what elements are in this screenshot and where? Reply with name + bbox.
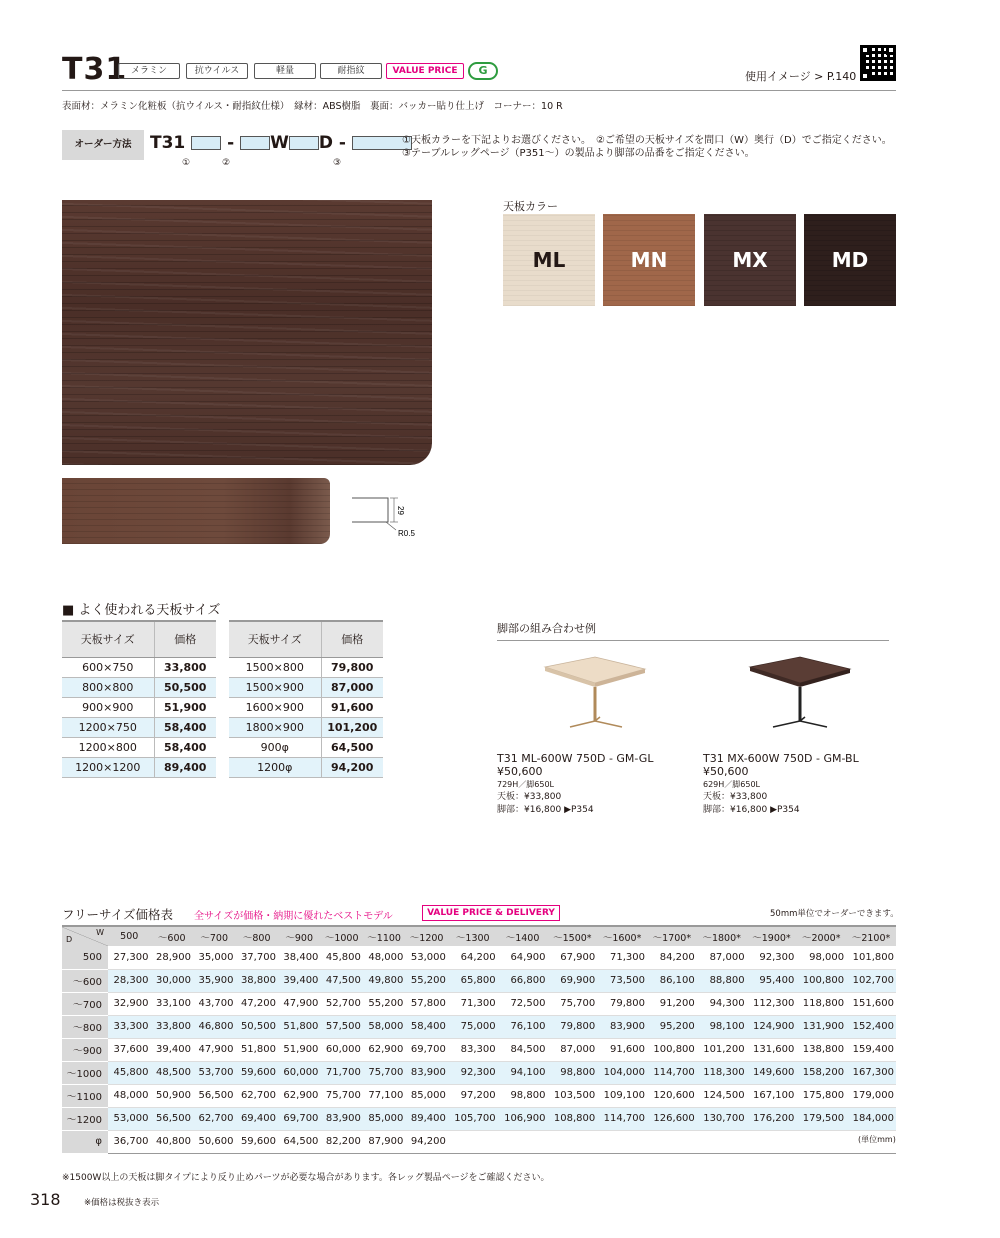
price-cell: 39,400 (150, 1038, 192, 1061)
table-mx-illustration (745, 655, 855, 735)
price-cell (597, 1130, 647, 1153)
price-cell: 102,700 (846, 969, 896, 992)
price-cell: 60,000 (278, 1061, 320, 1084)
price-cell: 69,400 (235, 1107, 277, 1130)
swatch-md[interactable]: MD (804, 214, 896, 306)
price-cell: 100,800 (796, 969, 846, 992)
table-row (229, 737, 383, 757)
price-cell: 56,500 (193, 1084, 235, 1107)
price-cell: 69,700 (405, 1038, 447, 1061)
width-column-header: ～600 (150, 926, 192, 946)
table-row (62, 757, 216, 777)
price-cell: 62,700 (193, 1107, 235, 1130)
price-cell: 87,000 (547, 1038, 597, 1061)
price-cell: 67,900 (547, 946, 597, 969)
price-cell: 53,000 (405, 946, 447, 969)
price-cell: 66,800 (498, 969, 548, 992)
price-cell: 79,800 (547, 1015, 597, 1038)
price-cell: 184,000 (846, 1107, 896, 1130)
price-cell: 59,600 (235, 1130, 277, 1153)
tag-melamine: メラミン (118, 63, 180, 79)
price-cell: 176,200 (747, 1107, 797, 1130)
leg-examples-divider (497, 640, 889, 641)
col-size: 天板サイズ (229, 621, 321, 657)
price-cell: 38,400 (278, 946, 320, 969)
g-mark-icon: G (468, 62, 498, 80)
price-cell: 47,200 (235, 992, 277, 1015)
leg-example-2 (703, 752, 859, 817)
product-model: T31 (62, 52, 128, 87)
price-cell: 179,000 (846, 1084, 896, 1107)
width-column-header: ～1300 (448, 926, 498, 946)
price-cell: 69,900 (547, 969, 597, 992)
common-sizes-table-right (229, 620, 383, 778)
depth-row-header: 500 (62, 946, 108, 969)
free-size-title: フリーサイズ価格表 (62, 907, 174, 922)
width-column-header: ～1100 (363, 926, 405, 946)
price-cell: 56,500 (150, 1107, 192, 1130)
width-column-header: ～1700* (647, 926, 697, 946)
price-cell: 158,200 (796, 1061, 846, 1084)
price-cell: 27,300 (108, 946, 150, 969)
price-cell: 38,800 (235, 969, 277, 992)
price-cell: 114,700 (647, 1061, 697, 1084)
price-cell: 112,300 (747, 992, 797, 1015)
slot-color (191, 136, 221, 150)
common-sizes-table-left (62, 620, 216, 778)
order-note-2: ③テーブルレッグページ（P351～）の製品より脚部の品番をご指定ください。 (402, 148, 755, 159)
depth-row-header: ～600 (62, 969, 108, 992)
table-row (62, 697, 216, 717)
size-cell: 1200×800 (62, 737, 154, 757)
corner-w-label: W (96, 928, 104, 937)
price-cell: 58,400 (405, 1015, 447, 1038)
price-cell (498, 1130, 548, 1153)
width-column-header: ～1800* (697, 926, 747, 946)
price-cell: 75,700 (320, 1084, 362, 1107)
price-table-header (62, 926, 896, 946)
table-row (62, 737, 216, 757)
price-cell: 45,800 (320, 946, 362, 969)
price-cell: 77,100 (363, 1084, 405, 1107)
price-cell: 33,300 (108, 1015, 150, 1038)
free-size-price-table (62, 925, 896, 1154)
price-cell: 85,000 (405, 1084, 447, 1107)
edge-image (62, 478, 330, 544)
table-row (62, 969, 896, 992)
table-row (62, 657, 216, 677)
price-cell: 69,700 (278, 1107, 320, 1130)
tag-fingerprint: 耐指紋 (320, 63, 382, 79)
table-row (229, 757, 383, 777)
col-price: 価格 (154, 621, 216, 657)
price-cell: 101,200 (321, 717, 383, 737)
price-cell: 106,900 (498, 1107, 548, 1130)
price-cell: 152,400 (846, 1015, 896, 1038)
price-cell: 48,000 (363, 946, 405, 969)
price-cell: 94,200 (405, 1130, 447, 1153)
price-cell: 94,100 (498, 1061, 548, 1084)
example-top-price: 天板：¥33,800 (497, 792, 562, 802)
order-sep: - (338, 133, 346, 153)
price-cell: 98,000 (796, 946, 846, 969)
price-cell: 89,400 (405, 1107, 447, 1130)
price-cell: 87,000 (321, 677, 383, 697)
slot-width (240, 136, 270, 150)
price-cell: 33,100 (150, 992, 192, 1015)
price-cell: 98,800 (547, 1061, 597, 1084)
price-cell: 84,200 (647, 946, 697, 969)
price-cell: 52,700 (320, 992, 362, 1015)
size-cell: 900×900 (62, 697, 154, 717)
price-cell: 64,500 (321, 737, 383, 757)
price-cell: 87,900 (363, 1130, 405, 1153)
unit-note: (単位mm) (858, 1135, 896, 1144)
table-row (62, 1038, 896, 1061)
price-cell: 50,500 (235, 1015, 277, 1038)
price-cell: 91,200 (647, 992, 697, 1015)
price-cell: 124,900 (747, 1015, 797, 1038)
size-cell: 1500×800 (229, 657, 321, 677)
price-cell: 118,300 (697, 1061, 747, 1084)
price-cell: 28,900 (150, 946, 192, 969)
price-cell: 47,900 (193, 1038, 235, 1061)
swatch-mn[interactable]: MN (603, 214, 695, 306)
price-cell: 48,000 (108, 1084, 150, 1107)
use-image-link[interactable]: 使用イメージ > P.140 (745, 70, 857, 83)
order-code (150, 133, 412, 153)
table-row (62, 992, 896, 1015)
price-cell: 75,700 (363, 1061, 405, 1084)
price-cell: 82,200 (320, 1130, 362, 1153)
example-price: ¥50,600 (703, 765, 749, 778)
swatch-mx[interactable]: MX (704, 214, 796, 306)
price-cell: 58,000 (363, 1015, 405, 1038)
order-method-label: オーダー方法 (62, 130, 144, 160)
price-cell: 94,200 (321, 757, 383, 777)
price-cell: 114,700 (597, 1107, 647, 1130)
price-cell: 124,500 (697, 1084, 747, 1107)
size-cell: 800×800 (62, 677, 154, 697)
price-cell: 60,000 (320, 1038, 362, 1061)
example-name: T31 MX-600W 750D - GM-BL (703, 752, 859, 765)
price-cell: 32,900 (108, 992, 150, 1015)
corner-d-label: D (66, 935, 73, 944)
price-cell: 35,000 (193, 946, 235, 969)
price-cell: 37,600 (108, 1038, 150, 1061)
header-divider (62, 90, 896, 91)
edge-height-label: 29 (396, 506, 405, 515)
price-cell: 138,800 (796, 1038, 846, 1061)
width-column-header: ～1900* (747, 926, 797, 946)
price-cell: 53,000 (108, 1107, 150, 1130)
value-price-badge: VALUE PRICE (386, 63, 464, 79)
common-sizes-title: ■ よく使われる天板サイズ (62, 603, 221, 618)
price-cell: 85,000 (363, 1107, 405, 1130)
price-cell: 55,200 (363, 992, 405, 1015)
order-unit-note: 50mm単位でオーダーできます。 (770, 909, 899, 919)
size-cell: 1200×750 (62, 717, 154, 737)
depth-row-header: ～1000 (62, 1061, 108, 1084)
price-cell: 88,800 (697, 969, 747, 992)
price-cell: 64,900 (498, 946, 548, 969)
example-name: T31 ML-600W 750D - GM-GL (497, 752, 654, 765)
tabletop-image (62, 200, 432, 465)
leg-example-1 (497, 752, 653, 817)
price-cell: 72,500 (498, 992, 548, 1015)
width-column-header: ～1500* (547, 926, 597, 946)
price-cell: 37,700 (235, 946, 277, 969)
price-cell: 83,900 (320, 1107, 362, 1130)
depth-row-header: ～1100 (62, 1084, 108, 1107)
table-row (62, 1015, 896, 1038)
width-column-header: ～800 (235, 926, 277, 946)
price-cell: 98,800 (498, 1084, 548, 1107)
price-cell: 92,300 (747, 946, 797, 969)
table-row (62, 1084, 896, 1107)
table-row (62, 1107, 896, 1130)
order-d: D (318, 133, 333, 153)
table-row (62, 677, 216, 697)
price-cell: 73,500 (597, 969, 647, 992)
price-cell: 100,800 (647, 1038, 697, 1061)
price-cell (747, 1130, 797, 1153)
tag-antivirus: 抗ウイルス (186, 63, 248, 79)
price-cell: 64,200 (448, 946, 498, 969)
order-note-1: ①天板カラーを下記よりお選びください。 ②ご希望の天板サイズを間口（W）奥行（D）でご指定ください。 (402, 135, 892, 146)
price-cell: 65,800 (448, 969, 498, 992)
order-num-1: ① (182, 158, 191, 168)
price-cell: 51,900 (278, 1038, 320, 1061)
price-cell: 126,600 (647, 1107, 697, 1130)
price-cell: 71,300 (597, 946, 647, 969)
price-cell: 94,300 (697, 992, 747, 1015)
price-cell: 120,600 (647, 1084, 697, 1107)
width-column-header: ～2000* (796, 926, 846, 946)
price-cell: 36,700 (108, 1130, 150, 1153)
price-cell: 89,400 (154, 757, 216, 777)
price-cell: 104,000 (597, 1061, 647, 1084)
price-cell: 47,900 (278, 992, 320, 1015)
slot-depth (289, 136, 319, 150)
price-cell: 130,700 (697, 1107, 747, 1130)
depth-row-header: φ (62, 1130, 108, 1153)
price-cell: 167,100 (747, 1084, 797, 1107)
depth-row-header: ～900 (62, 1038, 108, 1061)
price-cell: 91,600 (321, 697, 383, 717)
material-spec: 表面材：メラミン化粧板（抗ウイルス・耐指紋仕様） 縁材：ABS樹脂 裏面：バッカー貼り仕上げ コーナー：10 R (62, 101, 563, 112)
width-column-header: 500 (108, 926, 150, 946)
table-row (62, 717, 216, 737)
price-cell: 98,100 (697, 1015, 747, 1038)
price-cell: 59,600 (235, 1061, 277, 1084)
price-cell: 108,800 (547, 1107, 597, 1130)
price-cell: 83,900 (405, 1061, 447, 1084)
depth-row-header: ～1200 (62, 1107, 108, 1130)
price-cell: 45,800 (108, 1061, 150, 1084)
price-cell: 39,400 (278, 969, 320, 992)
price-cell (448, 1130, 498, 1153)
depth-row-header: ～800 (62, 1015, 108, 1038)
price-cell: 86,100 (647, 969, 697, 992)
footnote: ※1500W以上の天板は脚タイプにより反り止めパーツが必要な場合があります。各レッグ製品ページをご確認ください。 (62, 1173, 550, 1183)
example-leg-price: 脚部：¥16,800 ▶P354 (497, 805, 594, 815)
price-cell: 62,900 (363, 1038, 405, 1061)
order-note (402, 134, 892, 160)
swatch-ml[interactable]: ML (503, 214, 595, 306)
price-cell: 49,800 (363, 969, 405, 992)
price-cell: 50,600 (193, 1130, 235, 1153)
price-cell: 55,200 (405, 969, 447, 992)
price-cell: 179,500 (796, 1107, 846, 1130)
price-cell: 97,200 (448, 1084, 498, 1107)
tag-lightweight: 軽量 (254, 63, 316, 79)
leg-examples-title: 脚部の組み合わせ例 (497, 622, 596, 635)
edge-profile-diagram (346, 494, 416, 540)
price-cell (697, 1130, 747, 1153)
table-row (62, 946, 896, 969)
price-cell: 87,000 (697, 946, 747, 969)
price-cell: 118,800 (796, 992, 846, 1015)
order-num-2: ② (222, 158, 231, 168)
width-column-header: ～1600* (597, 926, 647, 946)
example-top-price: 天板：¥33,800 (703, 792, 768, 802)
page-number: 318 (30, 1190, 61, 1209)
price-cell: 75,700 (547, 992, 597, 1015)
price-cell (796, 1130, 846, 1153)
price-cell: 83,900 (597, 1015, 647, 1038)
price-cell: 33,800 (154, 657, 216, 677)
value-price-delivery-badge: VALUE PRICE & DELIVERY (422, 905, 560, 921)
price-cell: 64,500 (278, 1130, 320, 1153)
size-cell: 1500×900 (229, 677, 321, 697)
price-cell: 62,900 (278, 1084, 320, 1107)
tax-note: ※価格は税抜き表示 (84, 1198, 160, 1208)
price-cell: 47,500 (320, 969, 362, 992)
price-cell: 28,300 (108, 969, 150, 992)
table-row (229, 657, 383, 677)
price-cell: 109,100 (597, 1084, 647, 1107)
price-cell: 53,700 (193, 1061, 235, 1084)
price-cell: 131,900 (796, 1015, 846, 1038)
width-column-header: ～1200 (405, 926, 447, 946)
width-column-header: ～700 (193, 926, 235, 946)
price-cell: 51,800 (278, 1015, 320, 1038)
price-cell: 83,300 (448, 1038, 498, 1061)
price-cell: 101,200 (697, 1038, 747, 1061)
width-column-header: ～900 (278, 926, 320, 946)
price-cell: 79,800 (321, 657, 383, 677)
size-cell: 900φ (229, 737, 321, 757)
table-row (62, 1130, 896, 1153)
example-dims: 729H／脚650L (497, 780, 555, 789)
price-cell: 95,200 (647, 1015, 697, 1038)
price-cell: 62,700 (235, 1084, 277, 1107)
price-cell: 149,600 (747, 1061, 797, 1084)
free-size-subtitle: 全サイズが価格・納期に優れたベストモデル (194, 911, 393, 922)
col-price: 価格 (321, 621, 383, 657)
price-cell (547, 1130, 597, 1153)
table-ml-illustration (540, 655, 650, 735)
edge-radius-label: R0.5 (398, 529, 415, 538)
price-cell: 51,900 (154, 697, 216, 717)
corner-cell (62, 926, 108, 946)
price-cell: 57,800 (405, 992, 447, 1015)
size-cell: 1200φ (229, 757, 321, 777)
price-cell: 101,800 (846, 946, 896, 969)
depth-row-header: ～700 (62, 992, 108, 1015)
width-column-header: ～1000 (320, 926, 362, 946)
size-cell: 600×750 (62, 657, 154, 677)
price-cell: 79,800 (597, 992, 647, 1015)
price-cell: 131,600 (747, 1038, 797, 1061)
price-cell: 95,400 (747, 969, 797, 992)
example-leg-price: 脚部：¥16,800 ▶P354 (703, 805, 800, 815)
price-cell: 71,300 (448, 992, 498, 1015)
price-cell: 76,100 (498, 1015, 548, 1038)
price-cell: 91,600 (597, 1038, 647, 1061)
width-column-header: ～2100* (846, 926, 896, 946)
price-cell: 50,900 (150, 1084, 192, 1107)
col-size: 天板サイズ (62, 621, 154, 657)
size-cell: 1200×1200 (62, 757, 154, 777)
qr-code-icon[interactable] (860, 45, 896, 81)
price-cell: 58,400 (154, 737, 216, 757)
table-row (229, 697, 383, 717)
price-cell: 105,700 (448, 1107, 498, 1130)
price-cell: 75,000 (448, 1015, 498, 1038)
price-cell: 43,700 (193, 992, 235, 1015)
price-cell: 40,800 (150, 1130, 192, 1153)
order-code-prefix: T31 (150, 133, 186, 153)
example-price: ¥50,600 (497, 765, 543, 778)
price-cell: 51,800 (235, 1038, 277, 1061)
price-cell: 151,600 (846, 992, 896, 1015)
price-cell: 103,500 (547, 1084, 597, 1107)
price-cell: 159,400 (846, 1038, 896, 1061)
order-num-3: ③ (333, 158, 342, 168)
table-row (62, 1061, 896, 1084)
price-cell: 35,900 (193, 969, 235, 992)
width-column-header: ～1400 (498, 926, 548, 946)
price-cell: 84,500 (498, 1038, 548, 1061)
price-cell: 58,400 (154, 717, 216, 737)
price-cell: 33,800 (150, 1015, 192, 1038)
size-cell: 1600×900 (229, 697, 321, 717)
order-sep: - (227, 133, 235, 153)
table-row (229, 717, 383, 737)
color-title: 天板カラー (503, 200, 558, 213)
price-cell: 48,500 (150, 1061, 192, 1084)
price-cell: 30,000 (150, 969, 192, 992)
order-w: W (270, 133, 289, 153)
price-cell: 92,300 (448, 1061, 498, 1084)
example-dims: 629H／脚650L (703, 780, 761, 789)
table-row (229, 677, 383, 697)
price-cell: 71,700 (320, 1061, 362, 1084)
price-cell: 46,800 (193, 1015, 235, 1038)
price-cell: 175,800 (796, 1084, 846, 1107)
size-cell: 1800×900 (229, 717, 321, 737)
price-cell: 167,300 (846, 1061, 896, 1084)
price-cell (647, 1130, 697, 1153)
price-cell: 57,500 (320, 1015, 362, 1038)
price-cell: 50,500 (154, 677, 216, 697)
